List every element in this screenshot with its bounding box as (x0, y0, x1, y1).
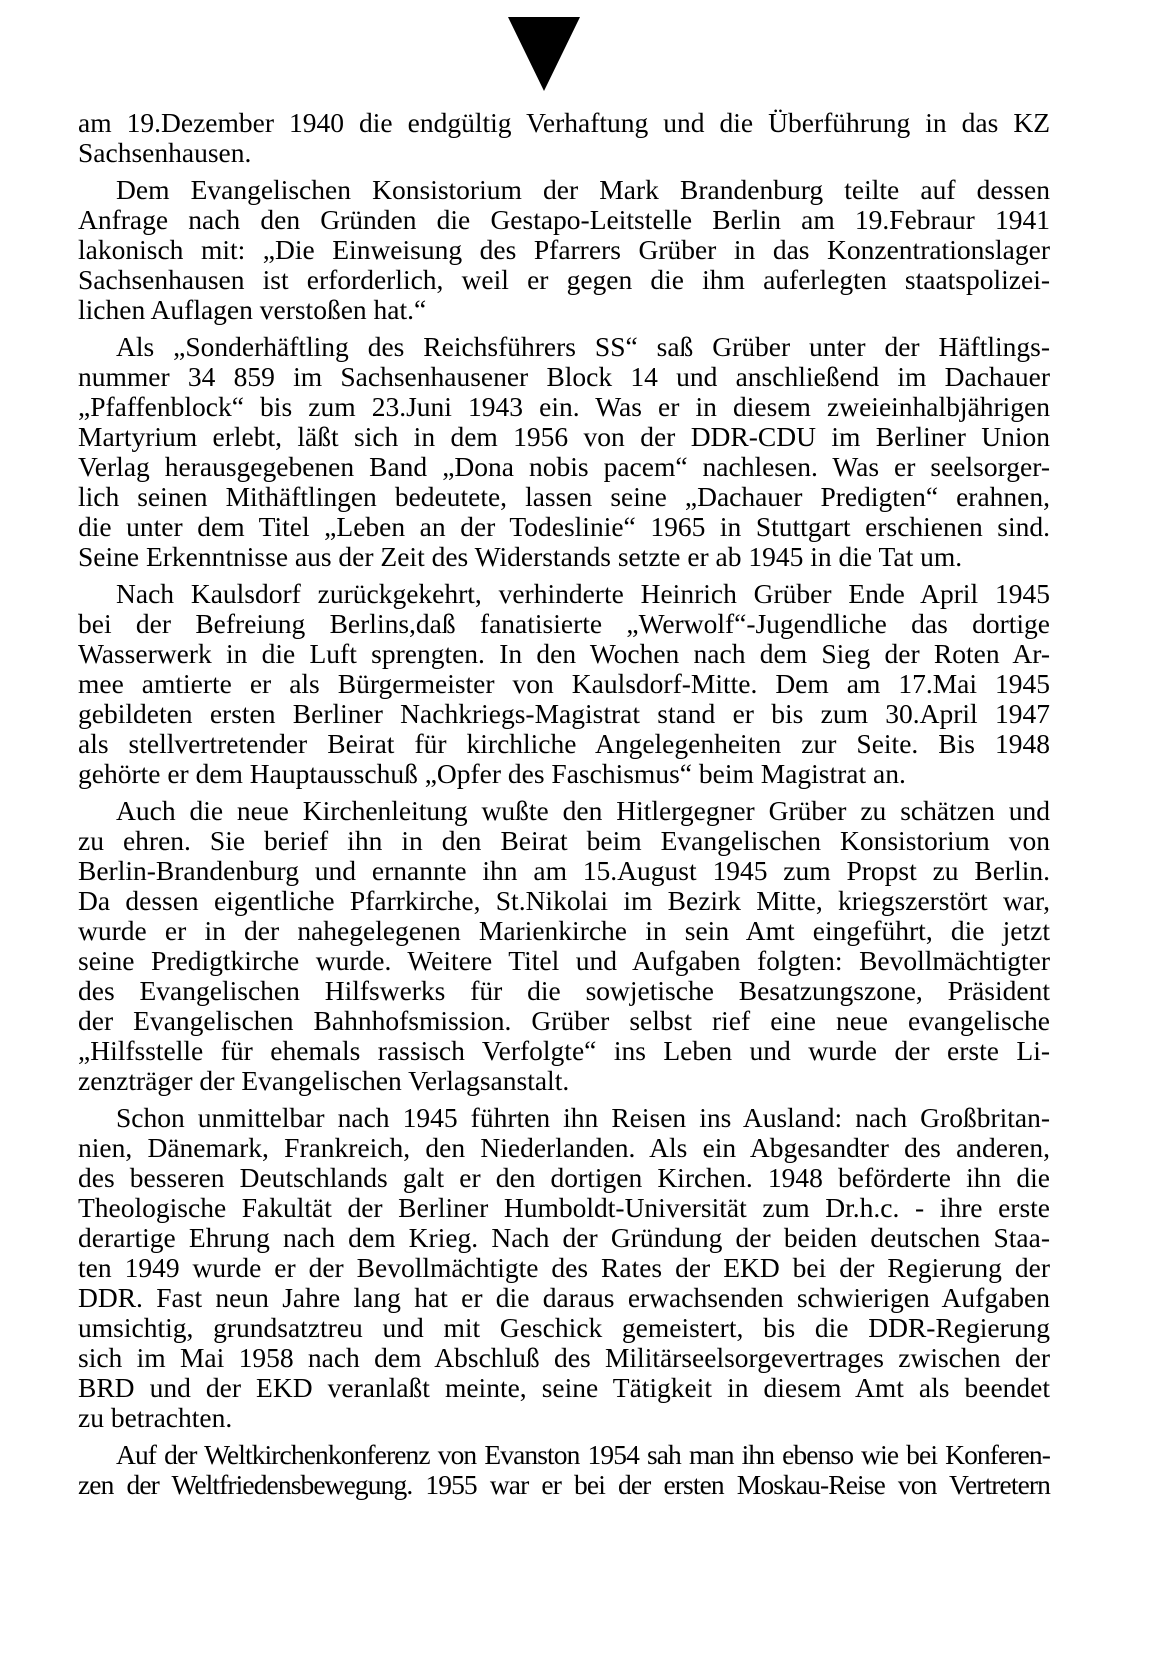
text-line: Sachsenhausen. (78, 137, 252, 168)
text-line: Auf der Weltkirchenkonferenz von Evanston 1954 sah man ihn ebenso wie bei Konferen- (116, 1439, 1050, 1470)
text-line: der Evangelischen Bahnhofsmission. Grüber selbst rief eine neue evangelische (78, 1005, 1050, 1036)
text-line: Als „Sonderhäftling des Reichsführers SS“ saß Grüber unter der Häftlings- (116, 331, 1050, 362)
text-line: lich seinen Mithäftlingen bedeutete, lassen seine „Dachauer Predigten“ erahnen, (78, 481, 1050, 512)
text-line: zenzträger der Evangelischen Verlagsanstalt. (78, 1065, 570, 1096)
text-line: Auch die neue Kirchenleitung wußte den Hitlergegner Grüber zu schätzen und (116, 795, 1050, 826)
text-line: gehörte er dem Hauptausschuß „Opfer des Faschismus“ beim Magistrat an. (78, 758, 906, 789)
paragraph (78, 332, 1050, 572)
text-line: bei der Befreiung Berlins,daß fanatisierte „Werwolf“-Jugendliche das dortige (78, 608, 1050, 639)
triangle-marker (508, 17, 580, 91)
text-line: nien, Dänemark, Frankreich, den Niederlanden. Als ein Abgesandter des anderen, (78, 1132, 1050, 1163)
text-line: Dem Evangelischen Konsistorium der Mark Brandenburg teilte auf dessen (116, 174, 1050, 205)
paragraph (78, 108, 1050, 168)
paragraph (78, 175, 1050, 325)
text-line: lakonisch mit: „Die Einweisung des Pfarrers Grüber in das Konzentrationslager (78, 234, 1050, 265)
paragraph (78, 579, 1050, 789)
text-line: zen der Weltfriedensbewegung. 1955 war er bei der ersten Moskau-Reise von Vertretern (78, 1469, 1050, 1500)
text-line: zu ehren. Sie berief ihn in den Beirat beim Evangelischen Konsistorium von (78, 825, 1050, 856)
text-line: Sachsenhausen ist erforderlich, weil er gegen die ihm auferlegten staatspolizei- (78, 264, 1050, 295)
text-line: die unter dem Titel „Leben an der Todeslinie“ 1965 in Stuttgart erschienen sind. (78, 511, 1050, 542)
text-line: DDR. Fast neun Jahre lang hat er die daraus erwachsenden schwierigen Aufgaben (78, 1282, 1050, 1313)
text-line: als stellvertretender Beirat für kirchliche Angelegenheiten zur Seite. Bis 1948 (78, 728, 1050, 759)
text-line: Berlin-Brandenburg und ernannte ihn am 15.August 1945 zum Propst zu Berlin. (78, 855, 1050, 886)
text-line: Theologische Fakultät der Berliner Humboldt-Universität zum Dr.h.c. - ihre erste (78, 1192, 1050, 1223)
paragraph (78, 1103, 1050, 1433)
text-line: Martyrium erlebt, läßt sich in dem 1956 von der DDR-CDU im Berliner Union (78, 421, 1050, 452)
text-line: wurde er in der nahegelegenen Marienkirche in sein Amt eingeführt, die jetzt (78, 915, 1050, 946)
text-line: BRD und der EKD veranlaßt meinte, seine Tätigkeit in diesem Amt als beendet (78, 1372, 1050, 1403)
document-body (78, 108, 1050, 1507)
text-line: seine Predigtkirche wurde. Weitere Titel und Aufgaben folgten: Bevollmächtigter (78, 945, 1050, 976)
text-line: gebildeten ersten Berliner Nachkriegs-Magistrat stand er bis zum 30.April 1947 (78, 698, 1050, 729)
text-line: des Evangelischen Hilfswerks für die sowjetische Besatzungszone, Präsident (78, 975, 1050, 1006)
text-line: Verlag herausgegebenen Band „Dona nobis pacem“ nachlesen. Was er seelsorger- (78, 451, 1050, 482)
text-line: Da dessen eigentliche Pfarrkirche, St.Nikolai im Bezirk Mitte, kriegszerstört war, (78, 885, 1050, 916)
text-line: Schon unmittelbar nach 1945 führten ihn Reisen ins Ausland: nach Großbritan- (116, 1102, 1050, 1133)
text-line: lichen Auflagen verstoßen hat.“ (78, 294, 427, 325)
text-line: umsichtig, grundsatztreu und mit Geschick gemeistert, bis die DDR-Regierung (78, 1312, 1050, 1343)
text-line: nummer 34 859 im Sachsenhausener Block 14 und anschließend im Dachauer (78, 361, 1050, 392)
text-line: Seine Erkenntnisse aus der Zeit des Widerstands setzte er ab 1945 in die Tat um. (78, 541, 963, 572)
paragraph (78, 1440, 1050, 1500)
text-line: sich im Mai 1958 nach dem Abschluß des Militärseelsorgevertrages zwischen der (78, 1342, 1050, 1373)
text-line: „Hilfsstelle für ehemals rassisch Verfolgte“ ins Leben und wurde der erste Li- (78, 1035, 1050, 1066)
text-line: Wasserwerk in die Luft sprengten. In den Wochen nach dem Sieg der Roten Ar- (78, 638, 1050, 669)
text-line: ten 1949 wurde er der Bevollmächtigte des Rates der EKD bei der Regierung der (78, 1252, 1050, 1283)
text-line: Nach Kaulsdorf zurückgekehrt, verhinderte Heinrich Grüber Ende April 1945 (116, 578, 1050, 609)
text-line: derartige Ehrung nach dem Krieg. Nach der Gründung der beiden deutschen Staa- (78, 1222, 1050, 1253)
text-line: am 19.Dezember 1940 die endgültig Verhaftung und die Überführung in das KZ (78, 107, 1050, 138)
text-line: Anfrage nach den Gründen die Gestapo-Leitstelle Berlin am 19.Febraur 1941 (78, 204, 1050, 235)
text-line: „Pfaffenblock“ bis zum 23.Juni 1943 ein. Was er in diesem zweieinhalbjährigen (78, 391, 1050, 422)
text-line: des besseren Deutschlands galt er den dortigen Kirchen. 1948 beförderte ihn die (78, 1162, 1050, 1193)
text-line: zu betrachten. (78, 1402, 233, 1433)
text-line: mee amtierte er als Bürgermeister von Kaulsdorf-Mitte. Dem am 17.Mai 1945 (78, 668, 1050, 699)
paragraph (78, 796, 1050, 1096)
